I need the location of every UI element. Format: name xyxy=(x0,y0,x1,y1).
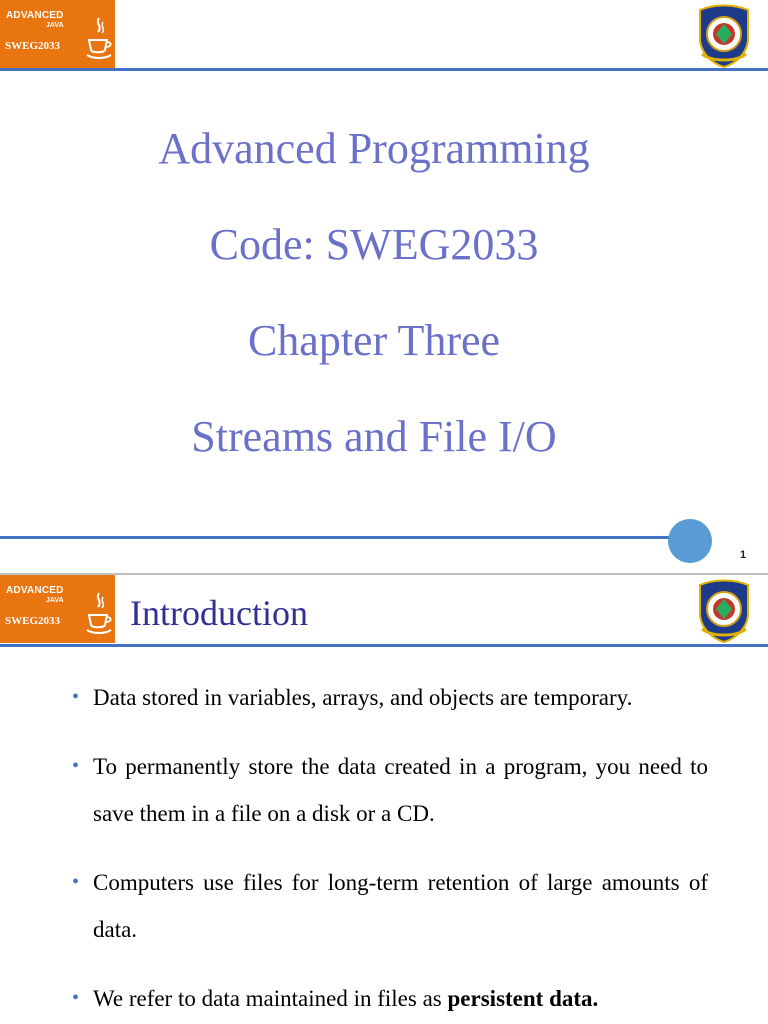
bullet-text: Data stored in variables, arrays, and objects are temporary. xyxy=(93,685,633,710)
list-item xyxy=(72,859,708,953)
logo-line-advanced: ADVANCED xyxy=(6,10,64,21)
chapter-title: Streams and File I/O xyxy=(191,412,557,461)
header-rule xyxy=(0,644,768,647)
course-title: Advanced Programming xyxy=(158,124,590,173)
bullet-icon: • xyxy=(72,871,80,893)
logo-line-code: SWEG2033 xyxy=(5,615,61,627)
footer-circle xyxy=(668,519,712,563)
course-logo xyxy=(0,575,115,643)
university-emblem-icon xyxy=(694,579,754,643)
slide-title: Introduction xyxy=(130,593,308,633)
introduction-slide xyxy=(0,575,768,1024)
logo-line-java: JAVA xyxy=(46,22,64,29)
bullet-text: To permanently store the data created in a program, you need to save them in a file on a disk or a CD. xyxy=(93,754,708,826)
course-code: Code: SWEG2033 xyxy=(209,220,539,269)
logo-line-java: JAVA xyxy=(46,597,64,604)
bullet-plain-text: We refer to data maintained in files as xyxy=(93,986,448,1011)
university-emblem-icon xyxy=(694,4,754,68)
bullet-icon: • xyxy=(72,755,80,777)
bullet-list xyxy=(72,674,708,1024)
logo-line-advanced: ADVANCED xyxy=(6,585,64,596)
chapter-label: Chapter Three xyxy=(247,316,501,365)
header-rule xyxy=(0,68,768,71)
list-item xyxy=(72,743,708,837)
logo-line-code: SWEG2033 xyxy=(5,40,61,52)
bullet-text xyxy=(93,975,708,1022)
bullet-icon: • xyxy=(72,686,80,708)
bullet-text: Computers use files for long-term retention of large amounts of data. xyxy=(93,870,708,942)
java-cup-icon xyxy=(85,14,113,62)
page-number: 1 xyxy=(740,549,747,561)
java-cup-icon xyxy=(85,589,113,637)
course-logo xyxy=(0,0,115,68)
list-item xyxy=(72,975,708,1022)
list-item xyxy=(72,674,708,721)
bullet-icon: • xyxy=(72,987,80,1009)
footer-rule xyxy=(0,536,690,539)
bullet-bold-text: persistent data. xyxy=(447,986,599,1011)
